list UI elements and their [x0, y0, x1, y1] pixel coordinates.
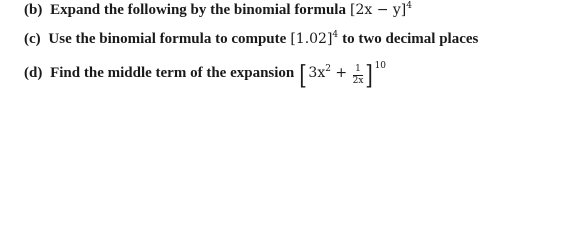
binomial-expression — [298, 61, 387, 91]
question-label: (c) — [24, 31, 41, 47]
question-label: (b) — [24, 2, 43, 18]
question-label: (d) — [24, 65, 43, 81]
close-bracket: ] — [400, 2, 407, 18]
binomial-expression — [290, 31, 338, 47]
question-d — [24, 63, 386, 89]
fraction-numerator: 1 — [353, 65, 364, 76]
open-bracket: [ — [299, 61, 308, 91]
plus-operator: + — [335, 65, 348, 81]
fraction-denominator: 2x — [352, 76, 364, 86]
open-bracket: [ — [290, 31, 296, 47]
expression-body: 1.02 — [295, 31, 327, 47]
question-text: Find the middle term of the expansion — [50, 65, 295, 81]
question-text: Use the binomial formula to compute — [48, 31, 287, 47]
question-c — [24, 32, 478, 47]
question-suffix: to two decimal places — [342, 31, 479, 47]
expression-exponent: 4 — [332, 30, 339, 40]
close-bracket: ] — [365, 61, 374, 91]
open-bracket: [ — [349, 2, 356, 18]
question-b — [24, 3, 412, 18]
question-text: Expand the following by the binomial formula — [50, 2, 346, 18]
expression-exponent: 10 — [374, 61, 387, 71]
fraction — [353, 65, 364, 86]
binomial-expression — [350, 2, 412, 18]
expression-body: 2x − y — [355, 2, 401, 18]
term-exponent: 2 — [325, 64, 331, 74]
exercise-page — [0, 0, 567, 95]
close-bracket: ] — [326, 31, 333, 47]
expression-term: 3x — [308, 65, 326, 81]
expression-exponent: 4 — [406, 1, 412, 11]
